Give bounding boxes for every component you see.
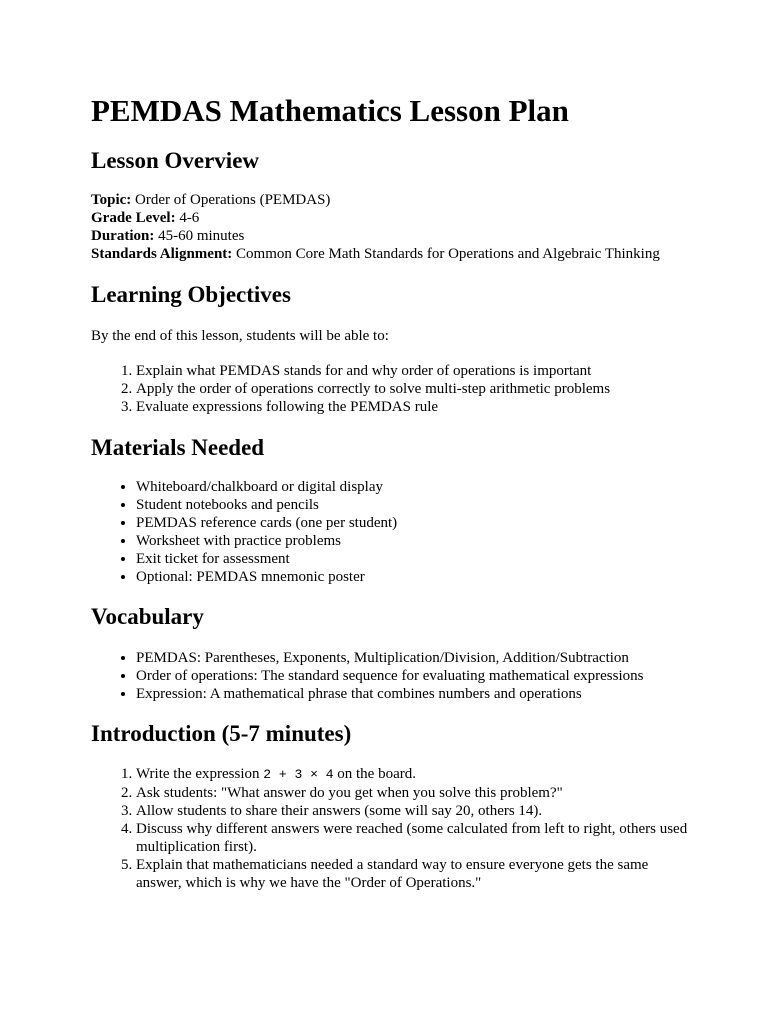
vocabulary-heading: Vocabulary	[91, 604, 204, 629]
introduction-step: 3. Allow students to share their answers (some will say 20, others 14).	[136, 802, 696, 820]
vocabulary-item: • Expression: A mathematical phrase that combines numbers and operations	[136, 685, 696, 703]
lesson-overview-heading: Lesson Overview	[91, 148, 260, 173]
introduction-heading: Introduction (5-7 minutes)	[91, 721, 352, 746]
topic-value: Order of Operations (PEMDAS)	[135, 192, 331, 208]
objective-item: 1. Explain what PEMDAS stands for and why order of operations is important	[136, 362, 696, 380]
material-item: • Exit ticket for assessment	[136, 550, 696, 568]
material-item: • PEMDAS reference cards (one per student)	[136, 514, 696, 532]
expression-code: 2 + 3 × 4	[263, 767, 334, 782]
standards-value: Common Core Math Standards for Operations and Algebraic Thinking	[236, 246, 660, 262]
objectives-list	[91, 362, 696, 416]
materials-needed-heading: Materials Needed	[91, 435, 265, 460]
page-title: PEMDAS Mathematics Lesson Plan	[91, 93, 569, 128]
material-item: • Optional: PEMDAS mnemonic poster	[136, 568, 696, 586]
topic-label: Topic:	[91, 192, 132, 208]
duration-value: 45-60 minutes	[158, 228, 245, 244]
grade-level-value: 4-6	[179, 210, 200, 226]
lesson-overview-details	[91, 191, 660, 263]
duration-row	[91, 227, 660, 245]
grade-level-row	[91, 209, 660, 227]
introduction-step: 5. Explain that mathematicians needed a standard way to ensure everyone gets the same answer, which is why we have the "Order of Operations."	[136, 856, 696, 892]
step-text: Write the expression	[136, 766, 264, 782]
objective-item: 3. Evaluate expressions following the PEMDAS rule	[136, 398, 696, 416]
introduction-step	[136, 765, 696, 784]
objectives-intro: By the end of this lesson, students will be able to:	[91, 328, 389, 344]
objective-item: 2. Apply the order of operations correctly to solve multi-step arithmetic problems	[136, 380, 696, 398]
introduction-step: 2. Ask students: "What answer do you get when you solve this problem?"	[136, 784, 696, 802]
grade-level-label: Grade Level:	[91, 210, 176, 226]
introduction-step: 4. Discuss why different answers were reached (some calculated from left to right, others used multiplication first).	[136, 820, 696, 856]
learning-objectives-heading: Learning Objectives	[91, 282, 291, 307]
material-item: • Whiteboard/chalkboard or digital display	[136, 478, 696, 496]
materials-list	[91, 478, 696, 586]
introduction-steps-list	[91, 765, 696, 892]
material-item: • Worksheet with practice problems	[136, 532, 696, 550]
duration-label: Duration:	[91, 228, 155, 244]
step-text: on the board.	[333, 766, 416, 782]
topic-row	[91, 191, 660, 209]
standards-row	[91, 245, 660, 263]
standards-label: Standards Alignment:	[91, 246, 233, 262]
material-item: • Student notebooks and pencils	[136, 496, 696, 514]
vocabulary-item: • Order of operations: The standard sequence for evaluating mathematical expressions	[136, 667, 696, 685]
vocabulary-item: • PEMDAS: Parentheses, Exponents, Multiplication/Division, Addition/Subtraction	[136, 649, 696, 667]
vocabulary-list	[91, 649, 696, 703]
